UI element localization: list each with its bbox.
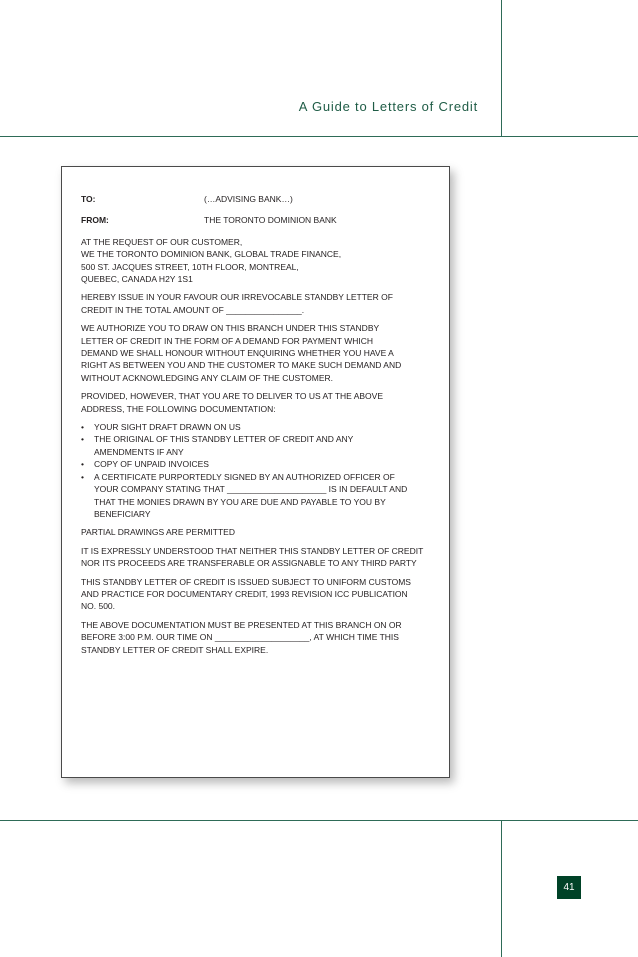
bullet-icon: • bbox=[81, 422, 84, 433]
text-line: CREDIT IN THE TOTAL AMOUNT OF ________________. bbox=[81, 304, 305, 315]
from-value: THE TORONTO DOMINION BANK bbox=[204, 215, 337, 226]
to-label: TO: bbox=[81, 194, 96, 204]
issue-paragraph bbox=[81, 291, 435, 316]
text-line: AMENDMENTS IF ANY bbox=[94, 446, 184, 457]
text-line: ADDRESS, THE FOLLOWING DOCUMENTATION: bbox=[81, 403, 276, 414]
text-line: AT THE REQUEST OF OUR CUSTOMER, bbox=[81, 236, 243, 247]
bullet-icon: • bbox=[81, 471, 84, 482]
text-line: BENEFICIARY bbox=[94, 508, 151, 519]
text-line: AND PRACTICE FOR DOCUMENTARY CREDIT, 1993 REVISION ICC PUBLICATION bbox=[81, 588, 408, 599]
text-line: 500 ST. JACQUES STREET, 10TH FLOOR, MONTREAL, bbox=[81, 261, 299, 272]
text-line: STANDBY LETTER OF CREDIT SHALL EXPIRE. bbox=[81, 644, 269, 655]
list-item bbox=[81, 421, 435, 433]
text-line: THE ORIGINAL OF THIS STANDBY LETTER OF CREDIT AND ANY bbox=[94, 434, 354, 445]
text-line: PROVIDED, HOWEVER, THAT YOU ARE TO DELIVER TO US AT THE ABOVE bbox=[81, 391, 383, 402]
text-line: WE AUTHORIZE YOU TO DRAW ON THIS BRANCH UNDER THIS STANDBY bbox=[81, 323, 380, 334]
expiry-paragraph bbox=[81, 619, 435, 656]
vertical-divider-top bbox=[501, 0, 502, 137]
authorize-paragraph bbox=[81, 322, 435, 384]
text-line: DEMAND WE SHALL HONOUR WITHOUT ENQUIRING WHETHER YOU HAVE A bbox=[81, 348, 394, 359]
list-item bbox=[81, 433, 435, 458]
partial-drawings-paragraph bbox=[81, 526, 435, 538]
text-line: QUEBEC, CANADA H2Y 1S1 bbox=[81, 274, 193, 284]
to-row bbox=[81, 193, 435, 205]
page-number-badge: 41 bbox=[557, 876, 581, 899]
documentation-list bbox=[81, 421, 435, 520]
text-line: BEFORE 3:00 P.M. OUR TIME ON ____________________, AT WHICH TIME THIS bbox=[81, 632, 399, 643]
horizontal-rule-top bbox=[0, 136, 638, 137]
provided-paragraph bbox=[81, 390, 435, 415]
bullet-icon: • bbox=[81, 434, 84, 445]
from-row bbox=[81, 214, 435, 226]
text-line: IT IS EXPRESSLY UNDERSTOOD THAT NEITHER THIS STANDBY LETTER OF CREDIT bbox=[81, 545, 424, 556]
request-paragraph bbox=[81, 236, 435, 286]
text-line: WITHOUT ACKNOWLEDGING ANY CLAIM OF THE CUSTOMER. bbox=[81, 372, 334, 383]
text-line: THIS STANDBY LETTER OF CREDIT IS ISSUED SUBJECT TO UNIFORM CUSTOMS bbox=[81, 576, 411, 587]
text-line: COPY OF UNPAID INVOICES bbox=[94, 459, 209, 470]
text-line: YOUR SIGHT DRAFT DRAWN ON US bbox=[94, 422, 241, 433]
running-header-title: A Guide to Letters of Credit bbox=[298, 99, 478, 114]
text-line: HEREBY ISSUE IN YOUR FAVOUR OUR IRREVOCABLE STANDBY LETTER OF bbox=[81, 292, 393, 303]
text-line: LETTER OF CREDIT IN THE FORM OF A DEMAND FOR PAYMENT WHICH bbox=[81, 335, 374, 346]
from-label: FROM: bbox=[81, 215, 109, 226]
text-line: NO. 500. bbox=[81, 601, 116, 612]
text-line: RIGHT AS BETWEEN YOU AND THE CUSTOMER TO MAKE SUCH DEMAND AND bbox=[81, 360, 402, 371]
text-line: PARTIAL DRAWINGS ARE PERMITTED bbox=[81, 527, 235, 538]
standby-letter-of-credit-text bbox=[81, 193, 435, 662]
to-value: (…ADVISING BANK…) bbox=[204, 194, 293, 204]
horizontal-rule-bottom bbox=[0, 820, 638, 821]
text-line: THE ABOVE DOCUMENTATION MUST BE PRESENTED AT THIS BRANCH ON OR bbox=[81, 619, 402, 630]
text-line: THAT THE MONIES DRAWN BY YOU ARE DUE AND PAYABLE TO YOU BY bbox=[94, 496, 386, 507]
text-line: A CERTIFICATE PURPORTEDLY SIGNED BY AN AUTHORIZED OFFICER OF bbox=[94, 471, 395, 482]
non-transferable-paragraph bbox=[81, 545, 435, 570]
ucp-paragraph bbox=[81, 576, 435, 613]
list-item bbox=[81, 471, 435, 521]
vertical-divider-bottom bbox=[501, 820, 502, 957]
text-line: WE THE TORONTO DOMINION BANK, GLOBAL TRADE FINANCE, bbox=[81, 249, 342, 260]
text-line: NOR ITS PROCEEDS ARE TRANSFERABLE OR ASSIGNABLE TO ANY THIRD PARTY bbox=[81, 558, 417, 569]
list-item bbox=[81, 458, 435, 470]
bullet-icon: • bbox=[81, 459, 84, 470]
text-line: YOUR COMPANY STATING THAT _____________________ IS IN DEFAULT AND bbox=[94, 484, 408, 495]
